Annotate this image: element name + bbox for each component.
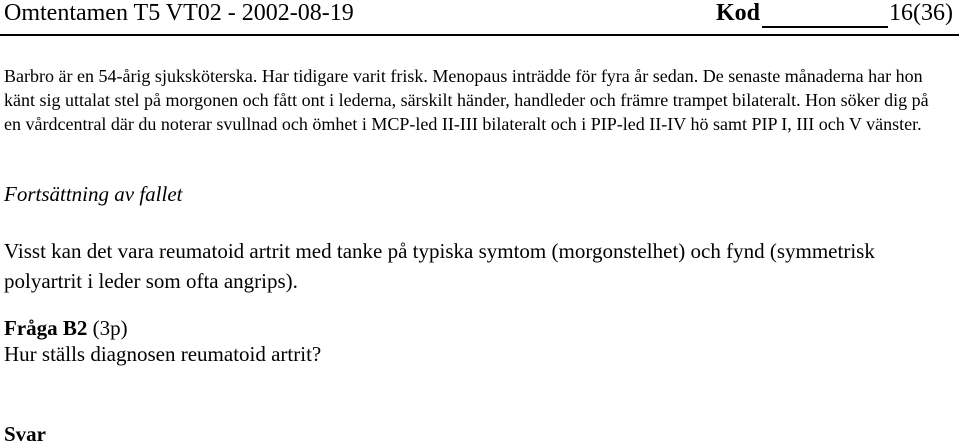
page-header (0, 0, 959, 36)
section-heading: Fortsättning av fallet (4, 182, 183, 206)
question-text: Hur ställs diagnosen reumatoid artrit? (4, 342, 322, 366)
question-number: Fråga B2 (4, 316, 88, 340)
case-continuation: Visst kan det vara reumatoid artrit med tanke på typiska symtom (morgonstelhet) och fynd (symmetrisk polyartrit i leder som ofta angrips). (4, 239, 875, 293)
case-description: Barbro är en 54-årig sjuksköterska. Har tidigare varit frisk. Menopaus inträdde för fyra år sedan. De senaste månaderna har hon känt sig uttalat stel på morgonen och fått ont i lederna, särskilt händer, handleder och främre trampet bilateralt. Hon söker dig på en vårdcentral där du noterar svullnad och ömhet i MCP-led II-III bilateralt och i PIP-led II-IV hö samt PIP I, III och V vänster. (4, 66, 929, 134)
kod-field-line (762, 26, 888, 28)
exam-title: Omtentamen T5 VT02 - 2002-08-19 (4, 0, 354, 26)
answer-label: Svar (4, 422, 46, 446)
question-label (4, 316, 128, 341)
question-points: (3p) (92, 316, 128, 340)
kod-label: Kod (716, 0, 761, 26)
page-number: 16(36) (889, 0, 953, 26)
